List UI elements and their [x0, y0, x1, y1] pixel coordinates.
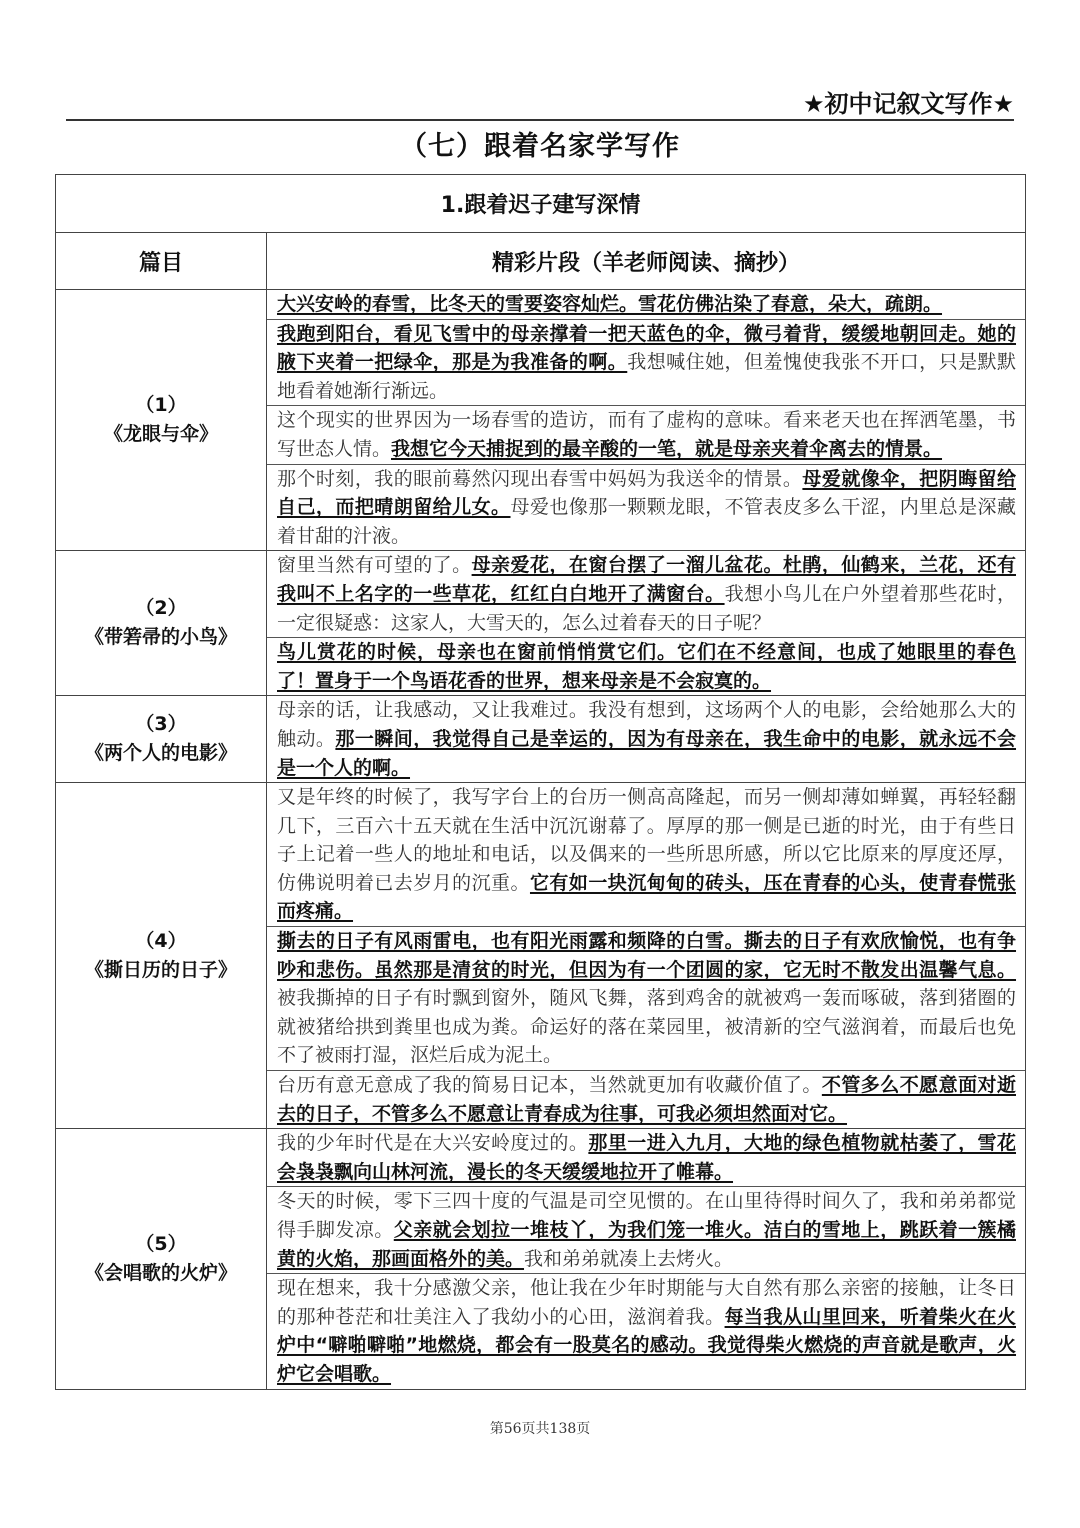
passage-text: 又是年终的时候了，我写字台上的台历一侧高高隆起，而另一侧却薄如蝉翼，再轻轻翻几下，三百六十五天就在生活中沉沉谢幕了。厚厚的那一侧是已逝的时光，由于有些日子上记着一些人的地址和电话，以及偶来的一些所思所感，所以它比原来的厚度还厚，仿佛说明着已去岁月的沉重。: [277, 786, 1017, 894]
passage-text: 母爱也像那一颗颗龙眼，不管表皮多么干涩，内里总是深藏着甘甜的汁液。: [277, 496, 1016, 547]
work-number: （3）: [135, 713, 187, 736]
passage-paragraph: [267, 1273, 1025, 1388]
passage-text: 我的少年时代是在大兴安岭度过的。: [277, 1132, 589, 1155]
highlighted-sentence: 我想它今天捕捉到的最辛酸的一笔，就是母亲夹着伞离去的情景。: [391, 437, 943, 460]
work-title: 《龙眼与伞》: [103, 423, 218, 446]
passage-text: 我想喊住她，但羞愧使我张不开口，只是默默地看着她渐行渐远。: [277, 351, 1016, 402]
passage-text: 现在想来，我十分感激父亲，他让我在少年时期能与大自然有那么亲密的接触，让冬日的那种苍茫和壮美注入了我幼小的心田，滋润着我。: [277, 1277, 1017, 1328]
table-banner: 1.跟着迟子建写深情: [56, 175, 1026, 233]
table-row: [56, 290, 1026, 551]
work-title-cell: [56, 1129, 267, 1389]
passage-text: 我和弟弟就凑上去烤火。: [524, 1247, 734, 1270]
highlighted-sentence: 撕去的日子有风雨雷电，也有阳光雨露和频降的白雪。撕去的日子有欢欣愉悦，也有争吵和悲伤。虽然那是清贫的时光，但因为有一个团圆的家，它无时不散发出温馨气息。: [277, 930, 1017, 981]
passage-paragraph: [267, 405, 1025, 463]
column-header-passages: 精彩片段（羊老师阅读、摘抄）: [267, 233, 1026, 290]
table-banner-row: [56, 175, 1026, 233]
work-title-cell: [56, 783, 267, 1129]
table-header-row: [56, 233, 1026, 290]
work-title: 《两个人的电影》: [84, 742, 237, 765]
passage-text: 被我撕掉的日子有时飘到窗外，随风飞舞，落到鸡舍的就被鸡一轰而啄破，落到猪圈的就被猪给拱到粪里也成为粪。命运好的落在菜园里，被清新的空气滋润着，而最后也免不了被雨打湿，沤烂后成为泥土。: [277, 987, 1017, 1067]
passage-paragraph: [267, 1186, 1025, 1273]
page-number: 第56页共138页: [489, 1421, 591, 1437]
highlighted-sentence: 每当我从山里回来，听着柴火在火炉中“噼啪噼啪”地燃烧，都会有一股莫名的感动。我觉得柴火燃烧的声音就是歌声，火炉它会唱歌。: [277, 1305, 1017, 1385]
highlighted-sentence: 鸟儿赏花的时候，母亲也在窗前悄悄赏它们。它们在不经意间，也成了她眼里的春色了！置身于一个鸟语花香的世界，想来母亲是不会寂寞的。: [277, 641, 1017, 692]
passage-paragraph: [267, 696, 1025, 782]
section-title: （七）跟着名家学写作: [400, 131, 680, 162]
highlighted-sentence: 大兴安岭的春雪，比冬天的雪要姿容灿烂。雪花仿佛沾染了春意，朵大，疏朗。: [277, 293, 943, 315]
work-title: 《带箬帚的小鸟》: [84, 626, 237, 649]
work-title-cell: [56, 290, 267, 551]
highlighted-sentence: 不管多么不愿意面对逝去的日子，不管多么不愿意让青春成为往事，可我必须坦然面对它。: [277, 1074, 1016, 1125]
table-row: [56, 783, 1026, 1129]
excerpt-table: [55, 174, 1026, 1390]
highlighted-sentence: 父亲就会划拉一堆枝丫，为我们笼一堆火。洁白的雪地上，跳跃着一簇橘黄的火焰，那画面格外的美。: [277, 1219, 1016, 1270]
passage-text: 那个时刻，我的眼前蓦然闪现出春雪中妈妈为我送伞的情景。: [277, 467, 803, 490]
work-number: （5）: [135, 1232, 187, 1255]
highlighted-sentence: 我跑到阳台，看见飞雪中的母亲撑着一把天蓝色的伞，微弓着背，缓缓地朝回走。她的腋下夹着一把绿伞，那是为我准备的啊。: [277, 322, 1017, 374]
passage-paragraph: [267, 290, 1025, 319]
passage-cell: [267, 551, 1026, 696]
passage-text: 窗里当然有可望的了。: [277, 554, 472, 577]
passage-text: 我想小鸟儿在户外望着那些花时，一定很疑惑：这家人，大雪天的，怎么过着春天的日子呢？: [277, 582, 1016, 634]
work-title: 《撕日历的日子》: [84, 958, 237, 981]
passage-text: 这个现实的世界因为一场春雪的造访，而有了虚构的意味。看来老天也在挥洒笔墨，书写世态人情。: [277, 409, 1017, 460]
highlighted-sentence: 那里一进入九月，大地的绿色植物就枯萎了，雪花会袅袅飘向山林河流，漫长的冬天缓缓地拉开了帷幕。: [277, 1132, 1017, 1183]
highlighted-sentence: 它有如一块沉甸甸的砖头，压在青春的心头，使青春慌张而疼痛。: [277, 871, 1016, 923]
passage-paragraph: [267, 319, 1025, 406]
passage-paragraph: [267, 551, 1025, 637]
table-row: [56, 551, 1026, 696]
passage-paragraph: [267, 926, 1025, 1070]
work-number: （2）: [135, 597, 187, 620]
highlighted-sentence: 母亲爱花，在窗台摆了一溜儿盆花。杜鹃，仙鹤来，兰花，还有我叫不上名字的一些草花，红红白白地开了满窗台。: [277, 554, 1016, 605]
highlighted-sentence: 母爱就像伞，把阴晦留给自己，而把晴朗留给儿女。: [277, 467, 1016, 519]
work-title-cell: [56, 696, 267, 783]
passage-cell: [267, 783, 1026, 1129]
work-number: （4）: [135, 929, 187, 952]
highlighted-sentence: 那一瞬间，我觉得自己是幸运的，因为有母亲在，我生命中的电影，就永远不会是一个人的啊。: [277, 727, 1017, 779]
table-row: [56, 1129, 1026, 1389]
document-header: ★初中记叙文写作★: [802, 90, 1014, 118]
work-title-cell: [56, 551, 267, 696]
passage-text: 冬天的时候，零下三四十度的气温是司空见惯的。在山里待得时间久了，我和弟弟都觉得手脚发凉。: [277, 1190, 1017, 1241]
passage-cell: [267, 290, 1026, 551]
passage-cell: [267, 1129, 1026, 1389]
passage-paragraph: [267, 783, 1025, 926]
work-number: （1）: [135, 394, 187, 417]
column-header-title: 篇目: [56, 233, 267, 290]
passage-text: 台历有意无意成了我的简易日记本，当然就更加有收藏价值了。: [277, 1074, 822, 1097]
passage-paragraph: [267, 1129, 1025, 1186]
passage-paragraph: [267, 464, 1025, 551]
passage-paragraph: [267, 637, 1025, 695]
passage-paragraph: [267, 1070, 1025, 1128]
table-row: [56, 696, 1026, 783]
passage-text: 母亲的话，让我感动，又让我难过。我没有想到，这场两个人的电影，会给她那么大的触动。: [277, 699, 1017, 750]
passage-cell: [267, 696, 1026, 783]
header-divider: [66, 119, 1014, 121]
work-title: 《会唱歌的火炉》: [84, 1261, 237, 1284]
